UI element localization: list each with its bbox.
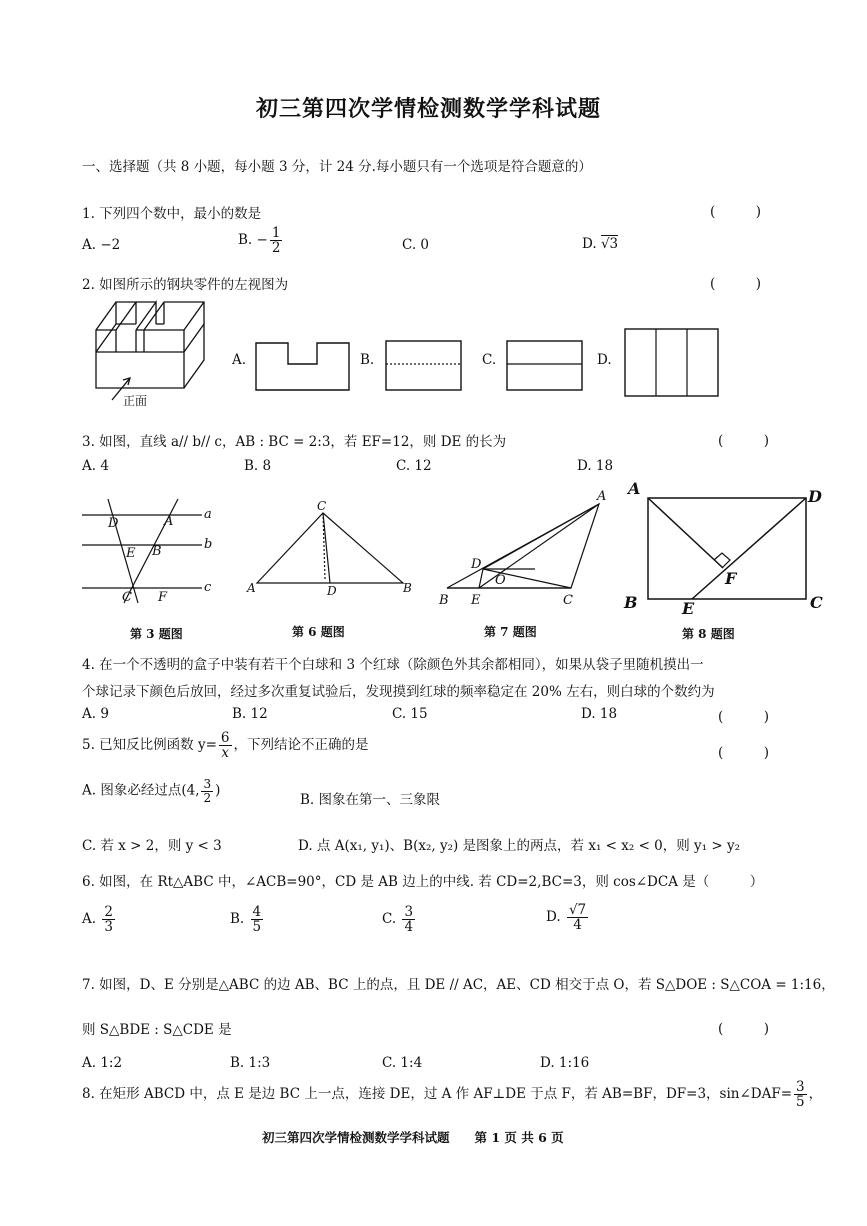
figure-6-caption: 第 6 题图 — [292, 625, 345, 639]
q1-answer-bracket: ( ) — [710, 204, 762, 220]
q3-answer-bracket: ( ) — [718, 433, 770, 449]
q2-option-c-figure — [506, 340, 584, 392]
q6-stem: 6. 如图，在 Rt△ABC 中，∠ACB=90°，CD 是 AB 边上的中线. 若 CD=2,BC=3，则 cos∠DCA 是（ ） — [82, 874, 764, 890]
q5-option-c: C. 若 x > 2，则 y < 3 — [82, 838, 222, 854]
fig8-label-a: A — [628, 479, 641, 498]
fig7-label-d: D — [471, 557, 482, 572]
q2-option-b-label: B. — [360, 352, 375, 368]
q1-option-d: D. √3 — [582, 236, 619, 252]
fig8-label-f: F — [725, 569, 737, 588]
q2-part-figure — [90, 300, 215, 408]
fig7-label-b: B — [439, 593, 449, 608]
q1-option-b: B. − $\frac{1}{2}$ — [238, 225, 281, 257]
front-label: 正面 — [123, 394, 148, 408]
fig3-label-a: A — [164, 514, 174, 529]
q4-option-c: C. 15 — [392, 706, 428, 722]
figure-3-caption: 第 3 题图 — [130, 627, 183, 641]
figure-7 — [435, 484, 615, 609]
q1-option-c: C. 0 — [402, 237, 430, 253]
q4-line1: 4. 在一个不透明的盒子中装有若干个白球和 3 个红球（除颜色外其余都相同），如果从袋子里随机摸出一 — [82, 657, 704, 673]
q5-answer-bracket: ( ) — [718, 745, 770, 761]
figure-8-caption: 第 8 题图 — [682, 627, 735, 641]
q4-line2: 个球记录下颜色后放回，经过多次重复试验后，发现摸到红球的频率稳定在 20% 左右，则白球的个数约为 — [82, 684, 715, 700]
q1-option-a: A. −2 — [82, 237, 121, 253]
fig7-label-c: C — [563, 593, 573, 608]
fig6-label-a: A — [247, 581, 256, 595]
fig8-label-e: E — [682, 599, 695, 618]
fig3-label-f: F — [158, 590, 168, 605]
q2-option-a-label: A. — [232, 352, 247, 368]
q4-option-b: B. 12 — [232, 706, 268, 722]
fig3-label-line-b: b — [204, 537, 213, 552]
fig6-label-d: D — [327, 584, 337, 598]
fig3-label-line-c: c — [204, 580, 212, 595]
fig6-label-b: B — [403, 581, 412, 595]
fig8-label-b: B — [624, 593, 638, 612]
q2-option-d-figure — [624, 328, 720, 398]
q5-option-a: A. 图象必经过点(4, $\frac{3}{2}$ ) — [82, 777, 221, 805]
q2-option-c-label: C. — [482, 352, 497, 368]
q6-option-d: D. $\frac{√7}{4}$ — [546, 902, 587, 934]
q7-option-b: B. 1:3 — [230, 1055, 271, 1071]
fig7-label-a: A — [597, 489, 607, 504]
fig3-label-line-a: a — [204, 507, 212, 522]
q8-line1: 8. 在矩形 ABCD 中，点 E 是边 BC 上一点，连接 DE，过 A 作 AF⊥DE 于点 F，若 AB=BF，DF=3，sin∠DAF= $\frac{3}{5}$ ， — [82, 1079, 823, 1111]
q4-option-d: D. 18 — [581, 706, 618, 722]
q7-option-d: D. 1:16 — [540, 1055, 590, 1071]
fig7-label-e: E — [471, 593, 481, 608]
q4-option-a: A. 9 — [82, 706, 109, 722]
page-title: 初三第四次学情检测数学学科试题 — [256, 96, 602, 122]
q2-option-b-figure — [385, 340, 463, 392]
q7-line1: 7. 如图，D、E 分别是△ABC 的边 AB、BC 上的点，且 DE // AC，AE、CD 相交于点 O，若 S△DOE : S△COA = 1:16， — [82, 977, 835, 993]
q5-option-b: B. 图象在第一、三象限 — [300, 792, 441, 808]
page-footer: 初三第四次学情检测数学学科试题 第 1 页 共 6 页 — [262, 1130, 564, 1145]
q3-option-b: B. 8 — [244, 458, 272, 474]
q6-option-a: A. $\frac{2}{3}$ — [82, 904, 113, 936]
fig6-label-c: C — [317, 499, 327, 513]
fig3-label-e: E — [126, 546, 136, 561]
figure-6 — [245, 497, 420, 597]
q2-option-a-figure — [255, 342, 351, 392]
section-heading: 一、选择题（共 8 小题，每小题 3 分，计 24 分.每小题只有一个选项是符合题意的） — [82, 159, 592, 175]
figure-8 — [624, 479, 834, 618]
q7-line2: 则 S△BDE : S△CDE 是 — [82, 1022, 232, 1038]
q1-stem: 1. 下列四个数中，最小的数是 — [82, 206, 262, 222]
q4-answer-bracket: ( ) — [718, 709, 770, 725]
q3-option-d: D. 18 — [577, 458, 614, 474]
fig7-label-o: O — [495, 573, 506, 588]
q3-stem: 3. 如图，直线 a// b// c，AB : BC = 2:3，若 EF=12，则 DE 的长为 — [82, 434, 507, 450]
fig8-label-c: C — [810, 593, 823, 612]
fig3-label-d: D — [108, 516, 119, 531]
q2-option-d-label: D. — [597, 352, 612, 368]
q6-option-b: B. $\frac{4}{5}$ — [230, 904, 262, 936]
figure-3 — [80, 495, 220, 610]
q5-stem: 5. 已知反比例函数 y= $\frac{6}{x}$ ，下列结论不正确的是 — [82, 730, 369, 762]
figure-7-caption: 第 7 题图 — [484, 625, 537, 639]
q7-answer-bracket: ( ) — [718, 1021, 770, 1037]
q3-option-c: C. 12 — [396, 458, 432, 474]
q5-option-d: D. 点 A(x₁, y₁)、B(x₂, y₂) 是图象上的两点，若 x₁ < x₂ < 0，则 y₁ > y₂ — [298, 838, 741, 854]
q7-option-a: A. 1:2 — [82, 1055, 123, 1071]
fig3-label-b: B — [152, 544, 162, 559]
q2-answer-bracket: ( ) — [710, 276, 762, 292]
q6-option-c: C. $\frac{3}{4}$ — [382, 904, 414, 936]
q7-option-c: C. 1:4 — [382, 1055, 423, 1071]
fig8-label-d: D — [808, 487, 822, 506]
q2-stem: 2. 如图所示的钢块零件的左视图为 — [82, 277, 289, 293]
fig3-label-c: C — [122, 590, 132, 605]
q3-option-a: A. 4 — [82, 458, 109, 474]
